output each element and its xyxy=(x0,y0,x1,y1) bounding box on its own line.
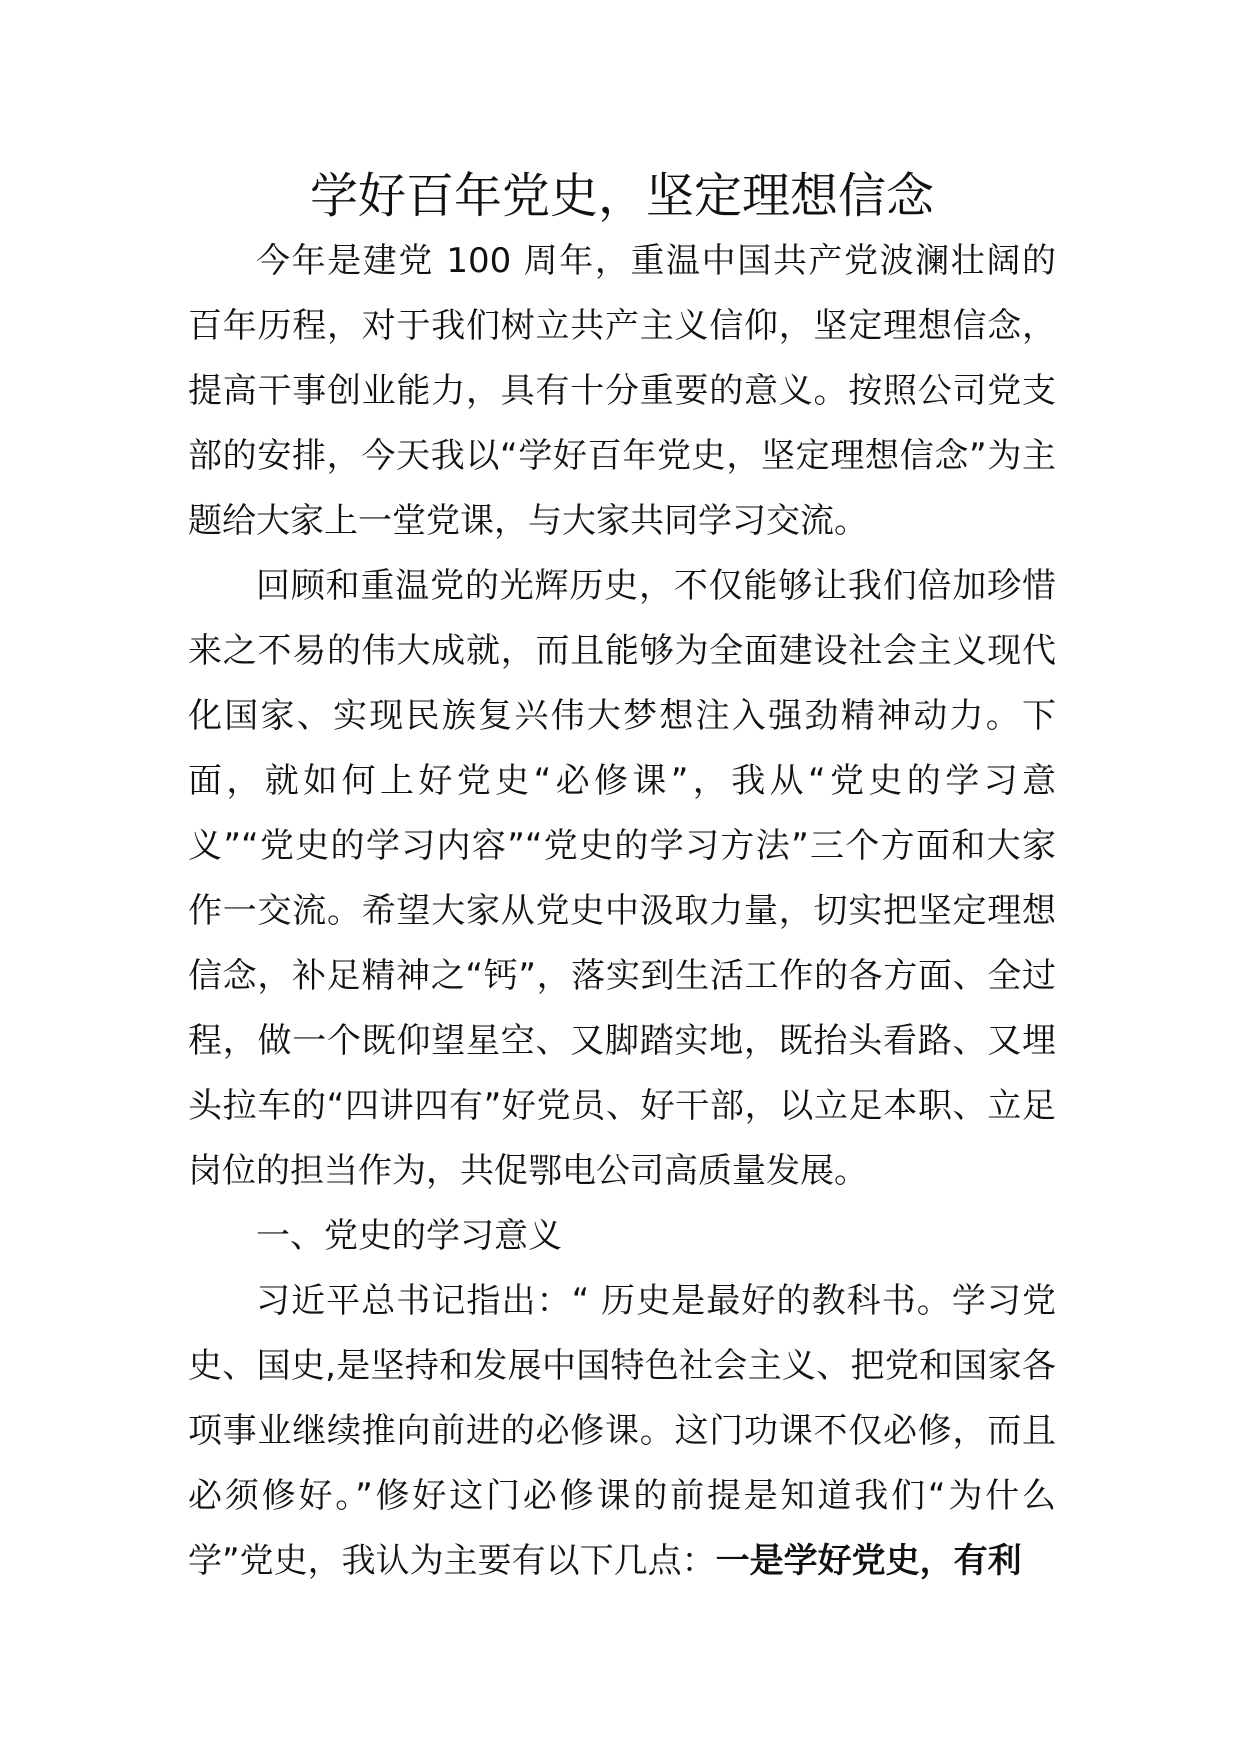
document-body xyxy=(188,163,1056,1594)
section-heading-significance: 一、党史的学习意义 xyxy=(256,1216,562,1256)
paragraph-review: 回顾和重温党的光辉历史，不仅能够让我们倍加珍惜来之不易的伟大成就，而且能够为全面建设社会主义现代化国家、实现民族复兴伟大梦想注入强劲精神动力。下面，就如何上好党史“必修课”，我从“党史的学习意义”“党史的学习内容”“党史的学习方法”三个方面和大家作一交流。希望大家从党史中汲取力量，切实把坚定理想信念，补足精神之“钙”，落实到生活工作的各方面、全过程，做一个既仰望星空、又脚踏实地，既抬头看路、又埋头拉车的“四讲四有”好党员、好干部，以立足本职、立足岗位的担当作为，共促鄂电公司高质量发展。 xyxy=(188,566,1056,1191)
paragraph-quote-text: 习近平总书记指出：“ 历史是最好的教科书。学习党史、国史,是坚持和发展中国特色社会主义、把党和国家各项事业继续推向前进的必修课。这门功课不仅必修，而且必须修好。”修好这门必修课的前提是知道我们“为什么学”党史，我认为主要有以下几点： xyxy=(188,1281,1056,1581)
paragraph-quote xyxy=(188,1269,1056,1594)
document-title: 学好百年党史，坚定理想信念 xyxy=(309,168,934,224)
paragraph-intro: 今年是建党 100 周年，重温中国共产党波澜壮阔的百年历程，对于我们树立共产主义信仰，坚定理想信念，提高干事创业能力，具有十分重要的意义。按照公司党支部的安排，今天我以“学好百年党史，坚定理想信念”为主题给大家上一堂党课，与大家共同学习交流。 xyxy=(188,241,1056,541)
paragraph-bold-point: 一是学好党史，有利 xyxy=(715,1541,1022,1581)
